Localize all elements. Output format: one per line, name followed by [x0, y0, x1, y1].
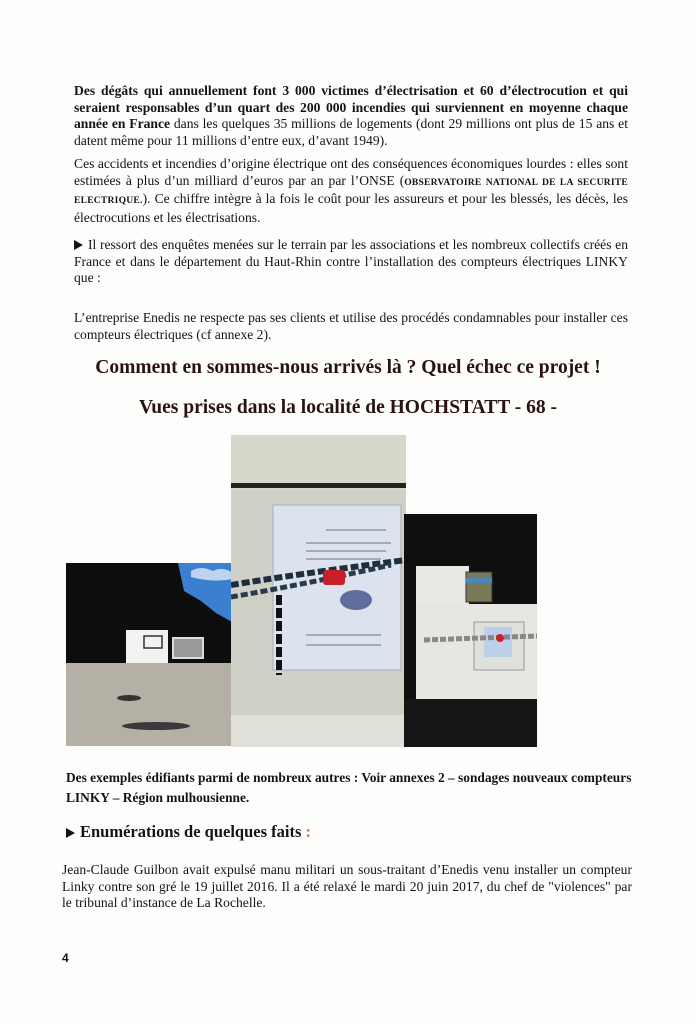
paragraph-economic-consequences [74, 156, 628, 226]
page-number: 4 [62, 951, 69, 965]
photo-right-chained-meter-box [404, 514, 537, 747]
section-heading-colon: : [305, 822, 312, 841]
paragraph-damages [74, 83, 628, 149]
paragraph-investigations-text: Il ressort des enquêtes menées sur le terrain par les associations et les nombreux collectifs créés en France et dans le département du Haut-Rhin contre l’installation des compteurs électriques LINKY que : [74, 237, 628, 286]
section-heading-facts [66, 822, 311, 842]
photo-left-street-image [66, 563, 234, 746]
photo-center-chained-meter-image [231, 435, 406, 747]
paragraph-enedis-text: L’entreprise Enedis ne respecte pas ses clients et utilise des procédés condamnables pour installer ces compteurs électriques (cf annexe 2). [74, 310, 628, 342]
paragraph-enedis [74, 310, 628, 343]
paragraph-damages-regular: dans les quelques 35 millions de logements (dont 29 millions ont plus de 15 ans et datent même pour 11 millions d’entre eux, d’avant 1949). [74, 116, 628, 148]
heading-hochstatt-views: Vues prises dans la localité de HOCHSTATT - 68 - [138, 397, 558, 418]
paragraph-economic-text-end: ). Ce chiffre intègre à la fois le coût pour les assureurs et pour les blessés, les décès, les électrocutions et les électrisations. [74, 191, 628, 225]
onse-full-name: OBSERVATOIRE NATIONAL DE LA SECURITE ELECTRIQUE. [74, 176, 628, 207]
photo-left-street [66, 563, 234, 746]
paragraph-guilbon [62, 862, 632, 912]
photo-caption: Des exemples édifiants parmi de nombreux autres : Voir annexes 2 – sondages nouveaux compteurs LINKY – Région mulhousienne. [66, 770, 632, 805]
photo-right-chained-meter-box-image [404, 514, 537, 747]
paragraph-investigations [74, 237, 628, 287]
triangle-right-icon [66, 828, 75, 838]
paragraph-guilbon-text: Jean-Claude Guilbon avait expulsé manu militari un sous-traitant d’Enedis venu installer un compteur Linky contre son gré le 19 juillet 2016. Il a été relaxé le mardi 20 juin 2017, du chef de "violences" par le tribunal d’instance de La Rochelle. [62, 862, 632, 911]
paragraph-economic-text: Ces accidents et incendies d’origine électrique ont des conséquences économiques lourdes : elles sont estimées à plus d’un milliard d’euros par an par l’ONSE ( [74, 156, 628, 188]
paragraph-damages-bold: Des dégâts qui annuellement font 3 000 victimes d’électrisation et 60 d’électrocution et qui seraient responsables d’un quart des 200 000 incendies qui surviennent en moyenne chaque année en France [74, 83, 628, 132]
section-heading-facts-title: Enumérations de quelques faits [80, 822, 306, 841]
photo-center-chained-meter [231, 435, 406, 747]
triangle-right-icon [74, 240, 83, 250]
heading-how-did-we-get-here: Comment en sommes-nous arrivés là ? Quel échec ce projet ! [95, 357, 601, 378]
